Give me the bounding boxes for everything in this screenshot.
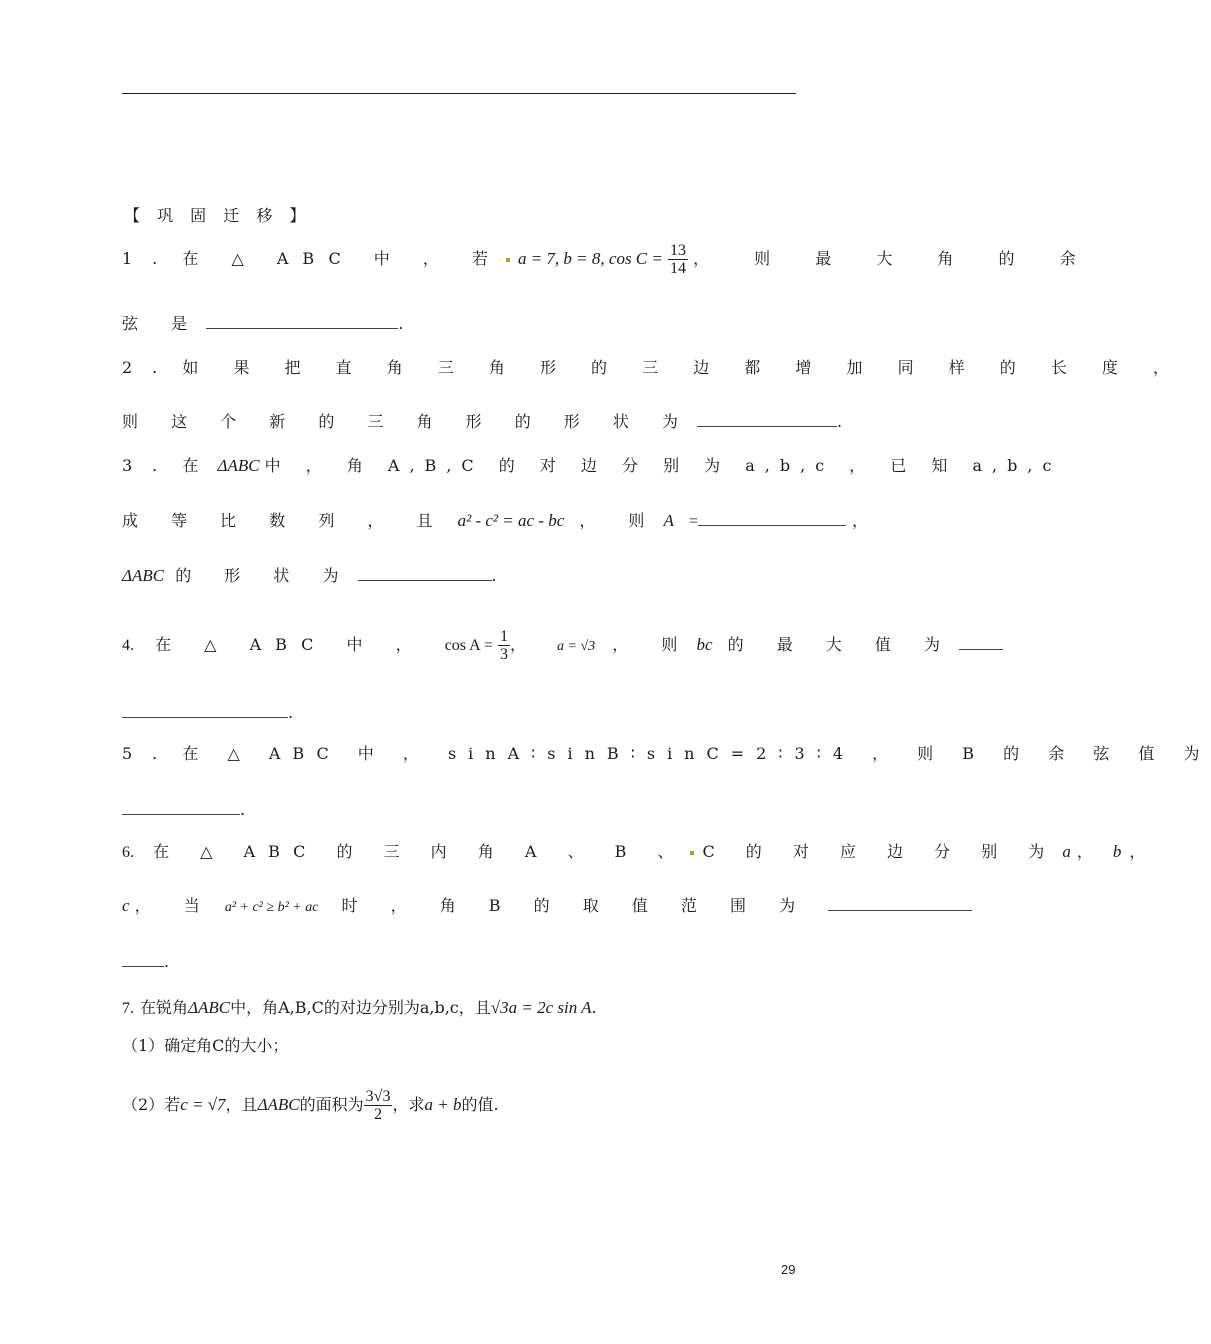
question-3 — [122, 456, 1061, 476]
q7-equation: √3a = 2c sin A — [490, 998, 592, 1017]
question-6-line2 — [122, 896, 972, 918]
q7-area-num: 3√3 — [365, 1088, 391, 1105]
q4-text-a: 在 △ ABC 中 ， — [155, 635, 426, 654]
q6-text-b: C 的 对 应 边 分 别 为 — [702, 842, 1058, 861]
question-7-part-1: （1）确定角C的大小； — [122, 1036, 289, 1055]
q4-text-c: 的 最 大 值 为 — [727, 635, 954, 654]
q6-text-a: 在 △ ABC 的 三 内 角 A 、 B 、 — [153, 842, 687, 861]
page-number: 29 — [781, 1262, 796, 1277]
q3-answer-blank-1[interactable] — [698, 511, 846, 526]
q4-end: . — [288, 703, 294, 722]
q3-triangle: ΔABC — [217, 456, 260, 475]
question-7-part-2 — [122, 1088, 499, 1123]
q7-part2-a: （2）若 — [122, 1095, 181, 1114]
q2-line2: 则 这 个 新 的 三 角 形 的 形 状 为 — [122, 412, 692, 431]
q7-part2-d: ，求 — [392, 1095, 425, 1114]
question-1 — [122, 242, 1096, 277]
q2-end: . — [837, 412, 843, 431]
q3-line2a: 成 等 比 数 列 ， 且 — [122, 511, 447, 530]
q3-eqsign: = — [689, 513, 699, 530]
q4-cos: cos A = — [444, 637, 493, 654]
question-2-line2 — [122, 412, 842, 432]
question-4 — [122, 628, 1003, 663]
q6-var-a: a — [1062, 842, 1071, 861]
q6-text-d: 时 ， 角 B 的 取 值 范 围 为 — [341, 896, 810, 915]
q1-number: 1. — [122, 249, 178, 268]
q3-line2b: ， 则 — [579, 511, 659, 530]
q3-triangle-2: ΔABC — [122, 566, 165, 585]
q5-answer-blank[interactable] — [122, 800, 240, 815]
q7-area-den: 2 — [374, 1106, 383, 1123]
q4-answer-blank-2[interactable] — [122, 703, 288, 718]
header-rule — [122, 93, 796, 94]
q4-answer-blank-1[interactable] — [959, 635, 1003, 650]
q7-part2-b: ，且 — [225, 1095, 258, 1114]
q3-text-b: 中 ， 角 A,B,C 的 对 边 分 别 为 a,b,c ， 已 知 a,b,c — [264, 456, 1062, 475]
q4-comma: ， — [509, 635, 526, 654]
question-3-line2 — [122, 511, 868, 532]
q5-number: 5. — [122, 744, 178, 763]
q6-var-b: b — [1112, 842, 1122, 861]
q4-text-b: ， 则 — [612, 635, 692, 654]
q7-triangle-2: ΔABC — [257, 1095, 300, 1114]
question-4-line2 — [122, 703, 293, 723]
q6-answer-blank-1[interactable] — [828, 896, 972, 911]
q3-comma: ， — [852, 511, 869, 530]
q1-line2: 弦 是 — [122, 314, 202, 333]
question-2 — [122, 358, 1184, 378]
q1-end: . — [398, 314, 404, 333]
q6-end: . — [164, 952, 170, 971]
q1-frac-den: 14 — [669, 260, 686, 277]
q1-text-b: ， 则 最 大 角 的 余 — [693, 249, 1096, 268]
q6-sep-1: ， — [1076, 842, 1093, 861]
q7-triangle: ΔABC — [188, 998, 231, 1017]
q2-line1: 如 果 把 直 角 三 角 形 的 三 边 都 增 加 同 样 的 长 度 ， — [182, 358, 1184, 377]
q1-frac-num: 13 — [669, 242, 686, 259]
q7-sum: a + b — [424, 1095, 462, 1114]
highlight-dot-2 — [690, 851, 694, 855]
q6-sep-2: ， — [1129, 842, 1146, 861]
q5-line1: 在 △ ABC 中 ， sinA∶sinB∶sinC=2∶3∶4 ， 则 B 的 余 弦 值 为 — [182, 744, 1211, 763]
q3-end: . — [491, 566, 497, 585]
question-3-line3 — [122, 566, 497, 586]
question-6 — [122, 842, 1145, 863]
q1-formula: a = 7, b = 8, cos C = — [517, 249, 663, 268]
q7-text-c: . — [591, 998, 597, 1017]
q6-text-c: ， 当 — [134, 896, 214, 915]
q1-answer-blank[interactable] — [206, 314, 398, 329]
q3-number: 3. — [122, 456, 178, 475]
q7-number: 7. — [122, 1000, 134, 1017]
q6-answer-blank-2[interactable] — [122, 952, 164, 967]
q4-number: 4. — [122, 637, 134, 654]
q3-answer-blank-2[interactable] — [358, 566, 492, 581]
q1-fraction — [668, 242, 688, 277]
q4-bc: bc — [696, 635, 713, 654]
q3-var-a: A — [663, 511, 674, 530]
q2-answer-blank[interactable] — [697, 412, 837, 427]
q7-area-fraction — [364, 1088, 393, 1123]
q4-frac-den: 3 — [499, 646, 508, 663]
q4-frac-num: 1 — [499, 628, 508, 645]
question-1-line2 — [122, 314, 403, 334]
highlight-dot — [506, 258, 510, 262]
q6-inequality: a² + c² ≥ b² + ac — [224, 900, 319, 915]
question-6-line3 — [122, 952, 169, 972]
q3-equation: a² - c² = ac - bc — [457, 511, 565, 530]
q7-part2-e: 的值. — [461, 1095, 499, 1114]
q7-text-b: 中，角A,B,C的对边分别为a,b,c，且 — [230, 998, 491, 1017]
q3-line3: 的 形 状 为 — [175, 566, 353, 585]
question-5 — [122, 744, 1211, 764]
q7-c-equation: c = √7 — [180, 1095, 226, 1114]
q4-a-equation: a = √3 — [557, 639, 596, 654]
q6-number: 6. — [122, 844, 134, 861]
q5-end: . — [240, 800, 246, 819]
section-title: 【 巩 固 迁 移 】 — [124, 206, 312, 225]
q4-fraction — [498, 628, 510, 663]
question-5-line2 — [122, 800, 245, 820]
q7-text-a: 在锐角 — [140, 998, 189, 1017]
q1-text-a: 在 △ ABC 中 ， 若 — [182, 249, 502, 268]
q6-var-c: c — [122, 896, 130, 915]
question-7 — [122, 998, 597, 1019]
q3-text-a: 在 — [182, 456, 213, 475]
q7-part2-c: 的面积为 — [299, 1095, 364, 1114]
q2-number: 2. — [122, 358, 178, 377]
